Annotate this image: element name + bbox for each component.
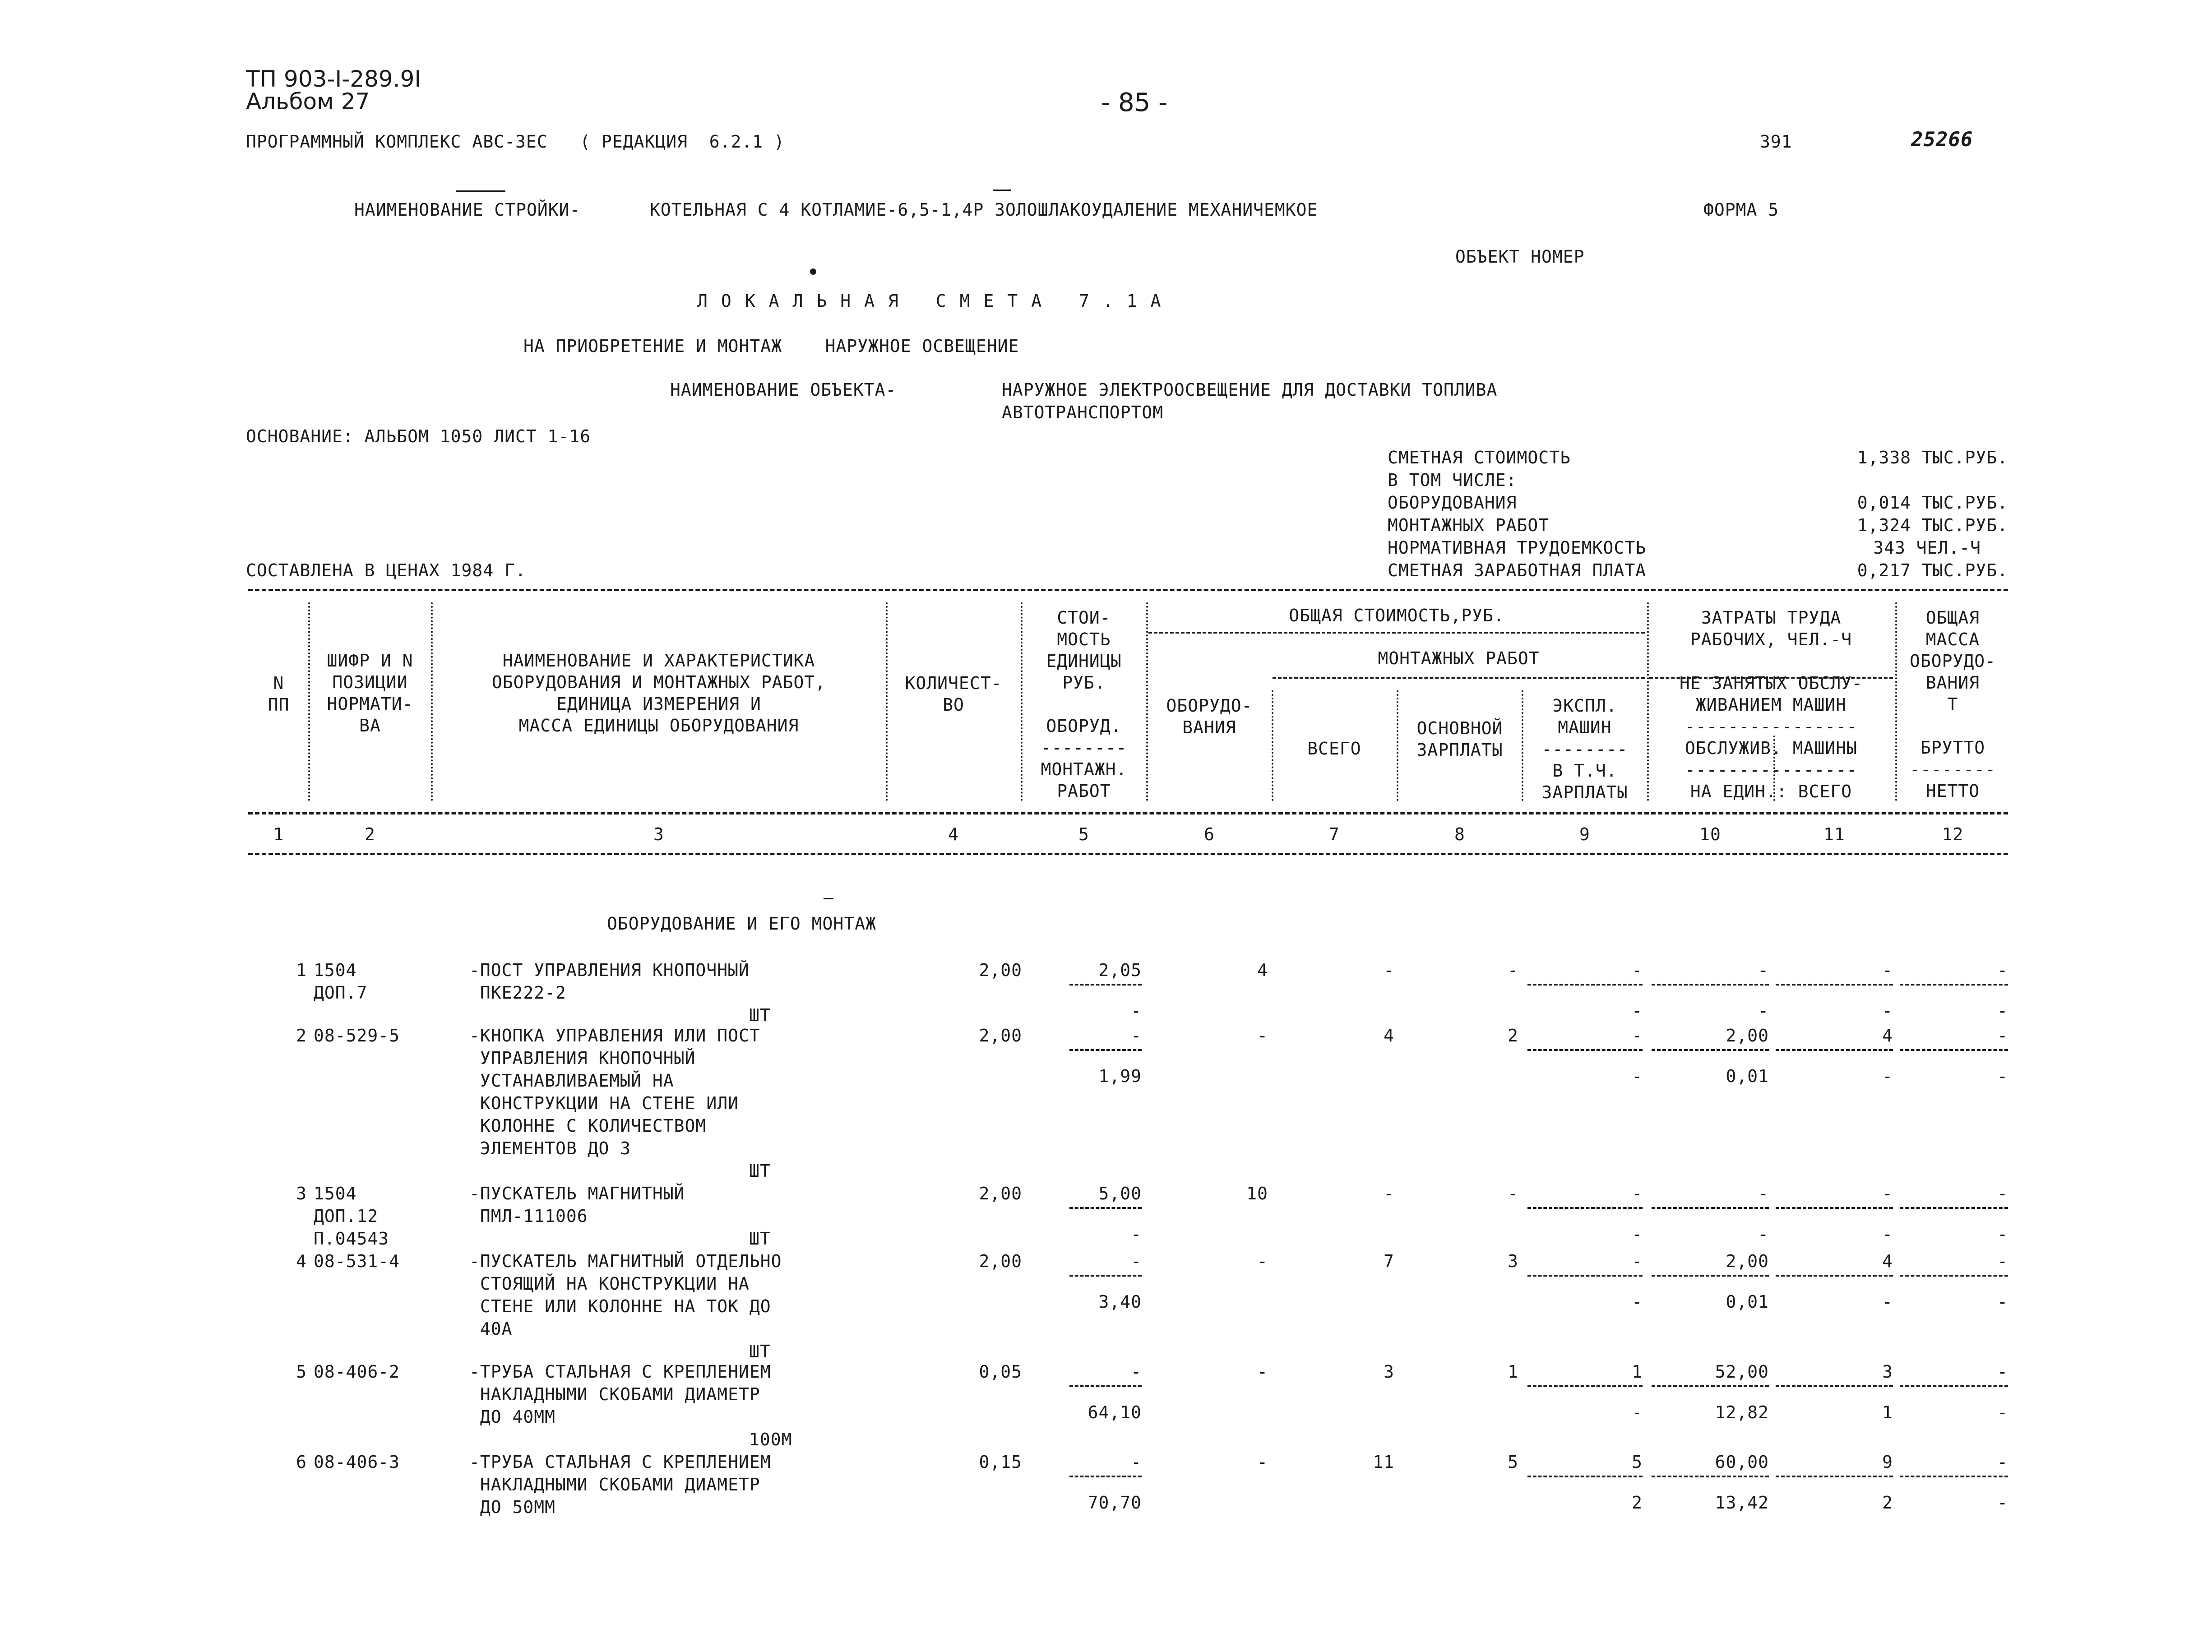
column-number: 1 bbox=[273, 824, 284, 844]
row-unit: ШТ bbox=[749, 1161, 771, 1181]
header-code: ШИФР И N ПОЗИЦИИ НОРМАТИ- ВА bbox=[327, 651, 413, 736]
table-top-rule bbox=[248, 589, 2008, 591]
column-divider bbox=[1397, 690, 1398, 801]
column-divider bbox=[1647, 602, 1649, 801]
row-number: 3 bbox=[296, 1184, 307, 1203]
row-base-salary: - bbox=[1508, 960, 1518, 980]
row-labor-machine: 9 bbox=[1882, 1452, 1893, 1472]
row-mass-gross: - bbox=[1997, 1251, 2008, 1271]
stamp-number-left: 391 bbox=[1760, 132, 1792, 152]
row-code: 08-531-4 bbox=[314, 1251, 400, 1271]
row-labor-total: - bbox=[1882, 1001, 1893, 1021]
header-unit-cost: СТОИ- МОСТЬ ЕДИНИЦЫ РУБ. ОБОРУД. -------- МОНТАЖН. РАБОТ bbox=[1041, 608, 1127, 801]
row-unit: ШТ bbox=[749, 1005, 771, 1025]
row-sub-rule bbox=[1652, 1476, 1769, 1477]
row-base-salary: 3 bbox=[1508, 1251, 1518, 1271]
row-labor-machine: - bbox=[1882, 960, 1893, 980]
row-quantity: 0,05 bbox=[979, 1362, 1022, 1382]
header-labor-detail: НЕ ЗАНЯТЫХ ОБСЛУ- ЖИВАНИЕМ МАШИН ---------------- ОБСЛУЖИВ. МАШИНЫ ---------------- НА ЕДИН.: ВСЕГО bbox=[1680, 673, 1863, 801]
header-equipment: ОБОРУДО- ВАНИЯ bbox=[1166, 696, 1253, 737]
column-number: 12 bbox=[1942, 824, 1964, 844]
row-sub-rule bbox=[1776, 1049, 1893, 1051]
row-cost-equipment: - bbox=[1257, 1026, 1268, 1046]
row-quantity: 2,00 bbox=[979, 1251, 1022, 1271]
row-sub-rule bbox=[1776, 1476, 1893, 1477]
row-price-mounting: 3,40 bbox=[1098, 1292, 1142, 1312]
row-base-salary: 1 bbox=[1508, 1362, 1518, 1382]
row-sub-rule bbox=[1652, 1207, 1769, 1209]
row-price-equipment: - bbox=[1131, 1251, 1142, 1271]
row-sub-rule bbox=[1900, 1275, 2008, 1277]
object-value-line-2: АВТОТРАНСПОРТОМ bbox=[1002, 403, 1164, 422]
row-labor-workers: 52,00 bbox=[1715, 1362, 1769, 1382]
row-quantity: 2,00 bbox=[979, 1026, 1022, 1046]
page-number: - 85 - bbox=[1101, 88, 1168, 117]
row-sub-rule bbox=[1069, 1385, 1142, 1387]
section-title: ОБОРУДОВАНИЕ И ЕГО МОНТАЖ bbox=[607, 914, 876, 934]
header-total-cost: ОБЩАЯ СТОИМОСТЬ,РУБ. bbox=[1289, 606, 1504, 625]
row-machines-salary: - bbox=[1632, 1402, 1643, 1422]
row-cost-total: 11 bbox=[1373, 1452, 1394, 1472]
header-mass: ОБЩАЯ МАССА ОБОРУДО- ВАНИЯ Т БРУТТО -------- НЕТТО bbox=[1909, 608, 1996, 801]
row-cost-equipment: - bbox=[1257, 1251, 1268, 1271]
row-mass-gross: - bbox=[1997, 1452, 2008, 1472]
row-price-mounting: 1,99 bbox=[1098, 1066, 1142, 1086]
row-number: 4 bbox=[296, 1251, 307, 1271]
row-machines: - bbox=[1632, 1251, 1643, 1271]
row-labor-machine: 4 bbox=[1882, 1026, 1893, 1046]
row-sub-rule bbox=[1652, 984, 1769, 986]
row-cost-equipment: 10 bbox=[1246, 1184, 1268, 1203]
header-sub-rule bbox=[1273, 677, 1645, 679]
summary-value: 0,217 ТЫС.РУБ. bbox=[1857, 560, 2008, 580]
row-code: 08-529-5 bbox=[314, 1026, 400, 1046]
row-labor-unit: 13,42 bbox=[1715, 1493, 1769, 1513]
row-name: -ПУСКАТЕЛЬ МАГНИТНЫЙ ОТДЕЛЬНО СТОЯЩИЙ НА КОНСТРУКЦИИ НА СТЕНЕ ИЛИ КОЛОННЕ НА ТОК ДО 40А bbox=[469, 1251, 782, 1339]
column-number: 3 bbox=[653, 824, 664, 844]
row-machines-salary: 2 bbox=[1632, 1493, 1643, 1513]
header-sub-rule bbox=[1148, 632, 1645, 634]
row-labor-unit: - bbox=[1758, 1224, 1769, 1244]
pencil-mark bbox=[993, 190, 1011, 191]
row-number: 6 bbox=[296, 1452, 307, 1472]
object-number: ОБЪЕКТ НОМЕР bbox=[1455, 247, 1585, 267]
row-sub-rule bbox=[1652, 1049, 1769, 1051]
row-mass-net: - bbox=[1997, 1066, 2008, 1086]
row-mass-net: - bbox=[1997, 1402, 2008, 1422]
row-labor-total: - bbox=[1882, 1066, 1893, 1086]
column-divider bbox=[431, 602, 433, 801]
row-number: 5 bbox=[296, 1362, 307, 1382]
row-machines-salary: - bbox=[1632, 1001, 1643, 1021]
program-line: ПРОГРАММНЫЙ КОМПЛЕКС АВС-3ЕС ( РЕДАКЦИЯ 6.2.1 ) bbox=[246, 132, 785, 152]
row-sub-rule bbox=[1527, 1385, 1643, 1387]
row-labor-total: - bbox=[1882, 1224, 1893, 1244]
column-number: 8 bbox=[1454, 824, 1465, 844]
summary-value: 1,324 ТЫС.РУБ. bbox=[1857, 515, 2008, 535]
row-machines: - bbox=[1632, 1026, 1643, 1046]
header-mounting: МОНТАЖНЫХ РАБОТ bbox=[1378, 648, 1540, 668]
row-labor-total: - bbox=[1882, 1292, 1893, 1312]
row-sub-rule bbox=[1527, 1275, 1643, 1277]
row-mass-net: - bbox=[1997, 1493, 2008, 1513]
row-labor-workers: - bbox=[1758, 960, 1769, 980]
column-number: 11 bbox=[1823, 824, 1845, 844]
row-labor-workers: 2,00 bbox=[1726, 1251, 1769, 1271]
row-price-mounting: 64,10 bbox=[1087, 1402, 1142, 1422]
row-labor-workers: 2,00 bbox=[1726, 1026, 1769, 1046]
column-number-bottom-rule bbox=[248, 853, 2008, 855]
summary-label: НОРМАТИВНАЯ ТРУДОЕМКОСТЬ bbox=[1388, 538, 1647, 558]
row-name: -ПОСТ УПРАВЛЕНИЯ КНОПОЧНЫЙ ПКЕ222-2 bbox=[469, 960, 750, 1003]
column-divider bbox=[1021, 602, 1023, 801]
row-quantity: 0,15 bbox=[979, 1452, 1022, 1472]
row-unit: ШТ bbox=[749, 1229, 771, 1249]
column-number: 4 bbox=[948, 824, 959, 844]
row-sub-rule bbox=[1069, 1476, 1142, 1477]
row-sub-rule bbox=[1776, 984, 1893, 986]
row-sub-rule bbox=[1900, 1476, 2008, 1477]
column-number: 6 bbox=[1204, 824, 1215, 844]
row-sub-rule bbox=[1069, 1049, 1142, 1051]
row-name: -ТРУБА СТАЛЬНАЯ С КРЕПЛЕНИЕМ НАКЛАДНЫМИ СКОБАМИ ДИАМЕТР ДО 40ММ bbox=[469, 1362, 771, 1427]
row-machines-salary: - bbox=[1632, 1292, 1643, 1312]
row-sub-rule bbox=[1069, 1207, 1142, 1209]
summary-label: ОБОРУДОВАНИЯ bbox=[1388, 493, 1517, 513]
basis-line: ОСНОВАНИЕ: АЛЬБОМ 1050 ЛИСТ 1-16 bbox=[246, 426, 591, 446]
row-cost-equipment: - bbox=[1257, 1452, 1268, 1472]
row-labor-machine: 4 bbox=[1882, 1251, 1893, 1271]
row-code: 1504 ДОП.12 П.04543 bbox=[314, 1184, 389, 1249]
row-labor-unit: 0,01 bbox=[1726, 1292, 1769, 1312]
column-divider bbox=[1522, 690, 1523, 801]
row-labor-total: 2 bbox=[1882, 1493, 1893, 1513]
column-number: 5 bbox=[1078, 824, 1089, 844]
row-quantity: 2,00 bbox=[979, 960, 1022, 980]
column-number: 7 bbox=[1329, 824, 1340, 844]
row-mass-gross: - bbox=[1997, 1362, 2008, 1382]
pencil-mark bbox=[456, 190, 505, 192]
row-sub-rule bbox=[1776, 1385, 1893, 1387]
object-value-line-1: НАРУЖНОЕ ЭЛЕКТРООСВЕЩЕНИЕ ДЛЯ ДОСТАВКИ ТОПЛИВА bbox=[1002, 380, 1498, 400]
album-label: Альбом 27 bbox=[246, 88, 370, 115]
column-number: 10 bbox=[1699, 824, 1721, 844]
header-labor: ЗАТРАТЫ ТРУДА РАБОЧИХ, ЧЕЛ.-Ч bbox=[1690, 608, 1852, 649]
row-sub-rule bbox=[1776, 1275, 1893, 1277]
construction-value: КОТЕЛЬНАЯ С 4 КОТЛАМИЕ-6,5-1,4Р ЗОЛОШЛАКОУДАЛЕНИЕ МЕХАНИЧЕМКОЕ bbox=[650, 200, 1318, 220]
bullet-mark bbox=[810, 268, 816, 275]
row-cost-total: - bbox=[1384, 1184, 1394, 1203]
price-basis: СОСТАВЛЕНА В ЦЕНАХ 1984 Г. bbox=[246, 560, 526, 580]
estimate-title: ЛОКАЛЬНАЯ СМЕТА 7.1А bbox=[697, 291, 1175, 311]
row-cost-total: - bbox=[1384, 960, 1394, 980]
column-divider bbox=[1895, 602, 1897, 801]
row-price-mounting: 70,70 bbox=[1087, 1493, 1142, 1513]
row-sub-rule bbox=[1652, 1385, 1769, 1387]
row-mass-gross: - bbox=[1997, 1184, 2008, 1203]
summary-value: 343 ЧЕЛ.-Ч bbox=[1873, 538, 1981, 558]
row-sub-rule bbox=[1069, 984, 1142, 986]
row-machines: 1 bbox=[1632, 1362, 1643, 1382]
row-price-equipment: - bbox=[1131, 1452, 1142, 1472]
row-sub-rule bbox=[1900, 1049, 2008, 1051]
pencil-mark bbox=[824, 898, 833, 899]
row-base-salary: 2 bbox=[1508, 1026, 1518, 1046]
row-quantity: 2,00 bbox=[979, 1184, 1022, 1203]
row-cost-equipment: - bbox=[1257, 1362, 1268, 1382]
row-code: 1504 ДОП.7 bbox=[314, 960, 368, 1003]
row-labor-machine: - bbox=[1882, 1184, 1893, 1203]
row-mass-gross: - bbox=[1997, 1026, 2008, 1046]
summary-label: СМЕТНАЯ СТОИМОСТЬ bbox=[1388, 448, 1571, 467]
row-machines-salary: - bbox=[1632, 1066, 1643, 1086]
header-row-number: N ПП bbox=[268, 673, 290, 715]
row-number: 2 bbox=[296, 1026, 307, 1046]
row-machines: - bbox=[1632, 960, 1643, 980]
row-name: -КНОПКА УПРАВЛЕНИЯ ИЛИ ПОСТ УПРАВЛЕНИЯ КНОПОЧНЫЙ УСТАНАВЛИВАЕМЫЙ НА КОНСТРУКЦИИ НА СТЕНЕ ИЛИ КОЛОННЕ С КОЛИЧЕСТВОМ ЭЛЕМЕНТОВ ДО 3 bbox=[469, 1026, 760, 1158]
row-price-equipment: - bbox=[1131, 1362, 1142, 1382]
row-price-equipment: - bbox=[1131, 1026, 1142, 1046]
estimate-purpose: НА ПРИОБРЕТЕНИЕ И МОНТАЖ НАРУЖНОЕ ОСВЕЩЕНИЕ bbox=[523, 336, 1019, 356]
form-number: ФОРМА 5 bbox=[1703, 200, 1779, 220]
header-quantity: КОЛИЧЕСТ- ВО bbox=[905, 673, 1002, 715]
row-name: -ТРУБА СТАЛЬНАЯ С КРЕПЛЕНИЕМ НАКЛАДНЫМИ СКОБАМИ ДИАМЕТР ДО 50ММ bbox=[469, 1452, 771, 1517]
row-name: -ПУСКАТЕЛЬ МАГНИТНЫЙ ПМЛ-111006 bbox=[469, 1184, 685, 1226]
summary-value: 0,014 ТЫС.РУБ. bbox=[1857, 493, 2008, 513]
summary-label: В ТОМ ЧИСЛЕ: bbox=[1388, 470, 1517, 490]
summary-label: МОНТАЖНЫХ РАБОТ bbox=[1388, 515, 1550, 535]
column-number: 9 bbox=[1579, 824, 1590, 844]
row-mass-gross: - bbox=[1997, 960, 2008, 980]
header-bottom-rule bbox=[248, 812, 2008, 814]
header-total: ВСЕГО bbox=[1307, 739, 1361, 759]
row-sub-rule bbox=[1900, 1207, 2008, 1209]
row-labor-machine: 3 bbox=[1882, 1362, 1893, 1382]
row-code: 08-406-3 bbox=[314, 1452, 400, 1472]
column-divider bbox=[308, 602, 310, 801]
row-labor-workers: - bbox=[1758, 1184, 1769, 1203]
row-labor-total: 1 bbox=[1882, 1402, 1893, 1422]
row-number: 1 bbox=[296, 960, 307, 980]
column-divider bbox=[886, 602, 888, 801]
row-base-salary: 5 bbox=[1508, 1452, 1518, 1472]
row-labor-workers: 60,00 bbox=[1715, 1452, 1769, 1472]
row-sub-rule bbox=[1527, 984, 1643, 986]
construction-label: НАИМЕНОВАНИЕ СТРОЙКИ- bbox=[354, 200, 581, 220]
row-unit: ШТ bbox=[749, 1342, 771, 1361]
row-sub-rule bbox=[1900, 984, 2008, 986]
header-machines: ЭКСПЛ. МАШИН -------- В Т.Ч. ЗАРПЛАТЫ bbox=[1541, 696, 1628, 802]
row-price-equipment: 5,00 bbox=[1098, 1184, 1142, 1203]
row-mass-net: - bbox=[1997, 1224, 2008, 1244]
row-machines-salary: - bbox=[1632, 1224, 1643, 1244]
row-base-salary: - bbox=[1508, 1184, 1518, 1203]
header-name: НАИМЕНОВАНИЕ И ХАРАКТЕРИСТИКА ОБОРУДОВАНИЯ И МОНТАЖНЫХ РАБОТ, ЕДИНИЦА ИЗМЕРЕНИЯ И МАССА ЕДИНИЦЫ ОБОРУДОВАНИЯ bbox=[491, 651, 826, 736]
row-price-equipment: 2,05 bbox=[1098, 960, 1142, 980]
row-sub-rule bbox=[1527, 1476, 1643, 1477]
row-machines: 5 bbox=[1632, 1452, 1643, 1472]
row-price-mounting: - bbox=[1131, 1224, 1142, 1244]
summary-label: СМЕТНАЯ ЗАРАБОТНАЯ ПЛАТА bbox=[1388, 560, 1647, 580]
row-mass-net: - bbox=[1997, 1001, 2008, 1021]
column-number: 2 bbox=[365, 824, 375, 844]
row-labor-unit: 0,01 bbox=[1726, 1066, 1769, 1086]
summary-value: 1,338 ТЫС.РУБ. bbox=[1857, 448, 2008, 467]
row-sub-rule bbox=[1069, 1275, 1142, 1277]
row-cost-total: 3 bbox=[1384, 1362, 1394, 1382]
row-cost-total: 7 bbox=[1384, 1251, 1394, 1271]
stamp-number-right: 25266 bbox=[1911, 128, 1973, 151]
row-cost-total: 4 bbox=[1384, 1026, 1394, 1046]
row-sub-rule bbox=[1900, 1385, 2008, 1387]
row-machines: - bbox=[1632, 1184, 1643, 1203]
row-cost-equipment: 4 bbox=[1257, 960, 1268, 980]
object-label: НАИМЕНОВАНИЕ ОБЪЕКТА- bbox=[670, 380, 897, 400]
row-sub-rule bbox=[1527, 1049, 1643, 1051]
row-price-mounting: - bbox=[1131, 1001, 1142, 1021]
row-sub-rule bbox=[1652, 1275, 1769, 1277]
column-divider bbox=[1146, 602, 1148, 801]
row-labor-unit: 12,82 bbox=[1715, 1402, 1769, 1422]
row-sub-rule bbox=[1776, 1207, 1893, 1209]
row-labor-unit: - bbox=[1758, 1001, 1769, 1021]
document-code: ТП 903-I-289.9I bbox=[246, 66, 421, 92]
row-sub-rule bbox=[1527, 1207, 1643, 1209]
row-unit: 100М bbox=[749, 1430, 792, 1449]
row-code: 08-406-2 bbox=[314, 1362, 400, 1382]
header-base-salary: ОСНОВНОЙ ЗАРПЛАТЫ bbox=[1416, 718, 1503, 760]
row-mass-net: - bbox=[1997, 1292, 2008, 1312]
